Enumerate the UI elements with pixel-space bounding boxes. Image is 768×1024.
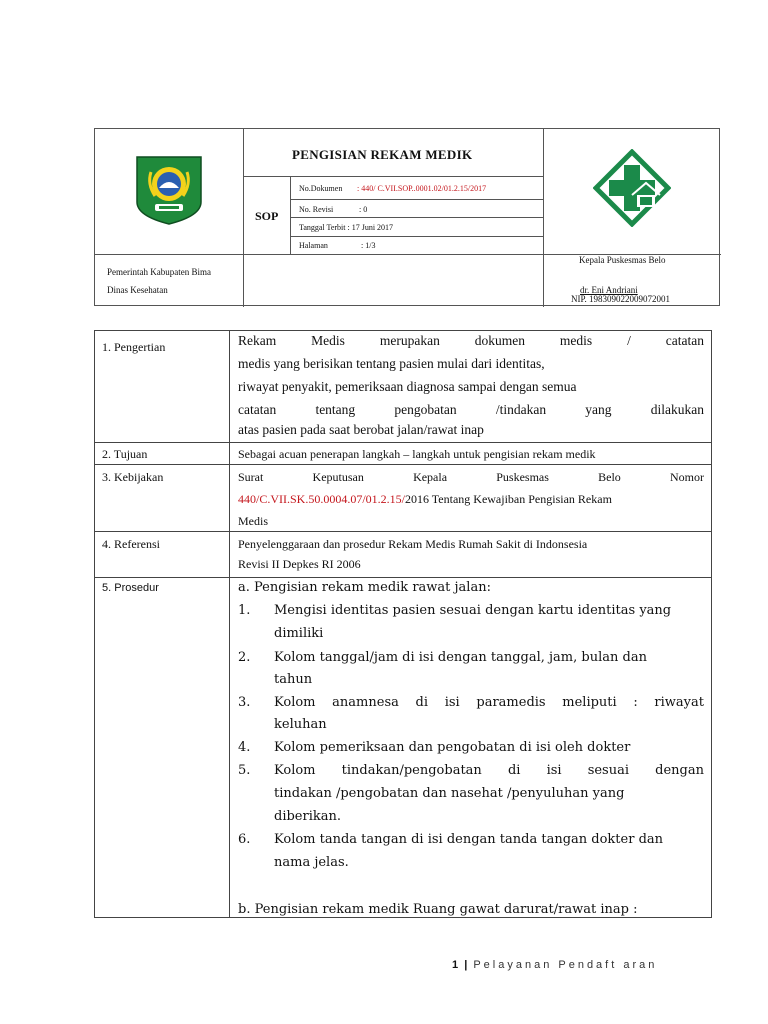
header-divider	[243, 129, 244, 307]
step-text: Kolom tanda tangan di isi dengan tanda tangan dokter dan	[274, 832, 664, 847]
sop-content-table	[94, 330, 712, 918]
step-text: Kolom anamnesa di isi paramedis meliputi : riwayat	[274, 695, 704, 710]
header-divider	[290, 176, 291, 254]
org-department: Dinas Kesehatan	[107, 285, 168, 295]
prosedur-label: 5. Prosedur	[102, 582, 159, 594]
row-divider	[95, 531, 711, 532]
kebijakan-line: Medis	[238, 514, 268, 528]
step-number: 2.	[238, 650, 251, 665]
header-divider	[543, 129, 544, 307]
step-text: diberikan.	[274, 809, 341, 824]
pengertian-line: medis yang berisikan tentang pasien mulai dari identitas,	[238, 356, 545, 371]
header-divider	[290, 236, 543, 237]
step-text: keluhan	[274, 717, 327, 732]
kebijakan-sk-title: 2016 Tentang Kewajiban Pengisian Rekam	[405, 492, 612, 506]
document-title: PENGISIAN REKAM MEDIK	[292, 147, 473, 162]
footer-separator: |	[464, 959, 468, 971]
prosedur-step	[238, 740, 704, 762]
page-footer	[452, 959, 657, 971]
prosedur-step	[238, 763, 704, 833]
referensi-line: Penyelenggaraan dan prosedur Rekam Medis Rumah Sakit di Indonsesia	[238, 537, 588, 551]
step-number: 6.	[238, 832, 251, 847]
step-number: 3.	[238, 695, 251, 710]
header-divider	[290, 217, 543, 218]
row-divider	[95, 577, 711, 578]
pengertian-line: riwayat penyakit, pemeriksaan diagnosa sampai dengan semua	[238, 379, 577, 394]
step-text: Kolom tindakan/pengobatan di isi sesuai dengan	[274, 763, 704, 778]
sign-nip: NIP. 198309022009072001	[571, 294, 671, 304]
no-revisi-value: : 0	[359, 205, 368, 214]
header-divider	[243, 254, 543, 255]
kebijakan-line	[238, 492, 704, 507]
prosedur-step	[238, 832, 704, 877]
tujuan-text: Sebagai acuan penerapan langkah – langkah untuk pengisian rekam medik	[238, 447, 596, 461]
referensi-line: Revisi II Depkes RI 2006	[238, 557, 361, 571]
halaman-value: : 1/3	[361, 241, 376, 250]
step-text: Kolom tanggal/jam di isi dengan tanggal, jam, bulan dan	[274, 650, 647, 665]
puskesmas-logo	[593, 149, 671, 227]
step-number: 1.	[238, 603, 251, 618]
sop-header-table	[94, 128, 720, 306]
step-number: 5.	[238, 763, 251, 778]
column-divider	[229, 331, 230, 917]
sop-label: SOP	[255, 209, 279, 223]
row-divider	[95, 442, 711, 443]
prosedur-step	[238, 695, 704, 740]
pengertian-line: atas pasien pada saat berobat jalan/rawat inap	[238, 422, 484, 437]
prosedur-heading-b: b. Pengisian rekam medik Ruang gawat darurat/rawat inap :	[238, 902, 638, 917]
kebijakan-label: 3. Kebijakan	[102, 470, 164, 484]
step-text: tindakan /pengobatan dan nasehat /penyuluhan yang	[274, 786, 625, 801]
prosedur-step	[238, 603, 704, 648]
no-dokumen-value: : 440/ C.VII.SOP..0001.02/01.2.15/2017	[357, 184, 487, 193]
step-text: Mengisi identitas pasien sesuai dengan kartu identitas yang	[274, 603, 672, 618]
no-dokumen-label: No.Dokumen	[299, 184, 343, 193]
page-number: 1	[452, 959, 459, 971]
tujuan-label: 2. Tujuan	[102, 447, 148, 461]
pengertian-label: 1. Pengertian	[102, 340, 166, 354]
prosedur-heading-a: a. Pengisian rekam medik rawat jalan:	[238, 580, 491, 595]
kebijakan-sk-number: 440/C.VII.SK.50.0004.07/01.2.15/	[238, 492, 406, 506]
step-number: 4.	[238, 740, 251, 755]
step-text: Kolom pemeriksaan dan pengobatan di isi oleh dokter	[274, 740, 631, 755]
pengertian-line: catatan tentang pengobatan /tindakan yang dilakukan	[238, 402, 704, 417]
kebijakan-line: Surat Keputusan Kepala Puskesmas Belo Nomor	[238, 470, 704, 484]
prosedur-step	[238, 650, 704, 695]
no-revisi-label: No. Revisi	[299, 205, 334, 214]
halaman-label: Halaman	[299, 241, 328, 250]
pengertian-line: Rekam Medis merupakan dokumen medis / catatan	[238, 333, 704, 348]
step-text: dimiliki	[274, 626, 324, 641]
step-text: tahun	[274, 672, 313, 687]
header-divider	[290, 199, 543, 200]
tanggal-terbit: Tanggal Terbit : 17 Juni 2017	[299, 223, 394, 232]
header-divider	[95, 254, 243, 255]
kabupaten-bima-logo	[133, 154, 205, 226]
header-divider	[243, 176, 543, 177]
row-divider	[95, 464, 711, 465]
sign-name: dr. Eni Andriani	[580, 285, 638, 295]
step-text: nama jelas.	[274, 855, 349, 870]
referensi-label: 4. Referensi	[102, 537, 160, 551]
sign-title: Kepala Puskesmas Belo	[579, 255, 666, 265]
org-name: Pemerintah Kabupaten Bima	[107, 267, 211, 277]
footer-text: Pelayanan Pendaft aran	[473, 959, 658, 971]
